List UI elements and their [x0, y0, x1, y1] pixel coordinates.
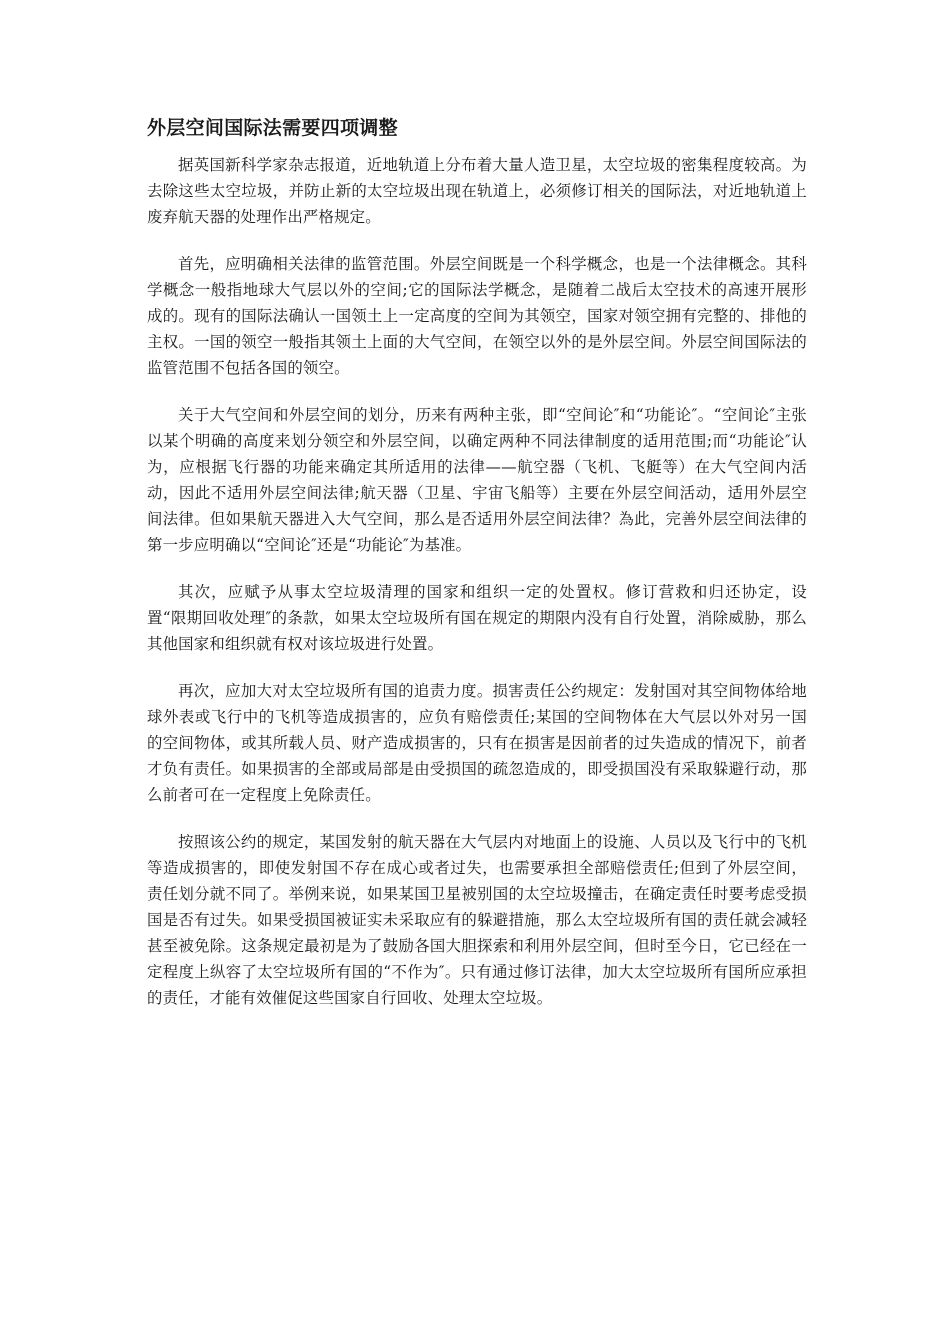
paragraph-intro: 据英国新科学家杂志报道，近地轨道上分布着大量人造卫星，太空垃圾的密集程度较高。为去除这些太空垃圾，并防止新的太空垃圾出现在轨道上，必须修订相关的国际法，对近地轨道上废弃航天器的处理作出严格规定。 [147, 156, 807, 226]
paragraph-convention: 按照该公约的规定，某国发射的航天器在大气层内对地面上的设施、人员以及飞行中的飞机等造成损害的，即使发射国不存在成心或者过失，也需要承担全部赔偿责任;但到了外层空间，责任划分就不同了。举例来说，如果某国卫星被别国的太空垃圾撞击，在确定责任时要考虑受损国是否有过失。如果受损国被证实未采取应有的躲避措施，那么太空垃圾所有国的责任就会减轻甚至被免除。这条规定最初是为了鼓励各国大胆探索和利用外层空间，但时至今日，它已经在一定程度上纵容了太空垃圾所有国的“不作为″。只有通过修订法律，加大太空垃圾所有国所应承担的责任，才能有效催促这些国家自行回收、处理太空垃圾。 [147, 833, 807, 1007]
paragraph-division: 关于大气空间和外层空间的划分，历来有两种主张，即“空间论″和“功能论″。“空间论″主张以某个明确的高度来划分领空和外层空间，以确定两种不同法律制度的适用范围;而“功能论″认为，应根据飞行器的功能来确定其所适用的法律——航空器（飞机、飞艇等）在大气空间内活动，因此不适用外层空间法律;航天器（卫星、宇宙飞船等）主要在外层空间活动，适用外层空间法律。但如果航天器进入大气空间，那么是否适用外层空间法律？為此，完善外层空间法律的第一步应明确以“空间论″还是“功能论″为基准。 [147, 406, 807, 554]
article-body [147, 113, 807, 1032]
paragraph-third: 再次，应加大对太空垃圾所有国的追责力度。损害责任公约规定：发射国对其空间物体给地球外表或飞行中的飞机等造成损害的，应负有赔偿责任;某国的空间物体在大气层以外对另一国的空间物体，或其所载人员、财产造成损害的，只有在损害是因前者的过失造成的情况下，前者才负有责任。如果损害的全部或局部是由受损国的疏忽造成的，即受损国没有采取躲避行动，那么前者可在一定程度上免除责任。 [147, 682, 807, 804]
paragraph-first: 首先，应明确相关法律的监管范围。外层空间既是一个科学概念，也是一个法律概念。其科学概念一般指地球大气层以外的空间;它的国际法学概念，是随着二战后太空技术的高速开展形成的。现有的国际法确认一国领土上一定高度的空间为其领空，国家对领空拥有完整的、排他的主权。一国的领空一般指其领土上面的大气空间，在领空以外的是外层空间。外层空间国际法的监管范围不包括各国的领空。 [147, 255, 807, 377]
article-title: 外层空间国际法需要四项调整 [147, 117, 398, 139]
paragraph-second: 其次，应赋予从事太空垃圾清理的国家和组织一定的处置权。修订营救和归还协定，设置“限期回收处理″的条款，如果太空垃圾所有国在规定的期限内没有自行处置，消除威胁，那么其他国家和组织就有权对该垃圾进行处置。 [147, 583, 807, 653]
